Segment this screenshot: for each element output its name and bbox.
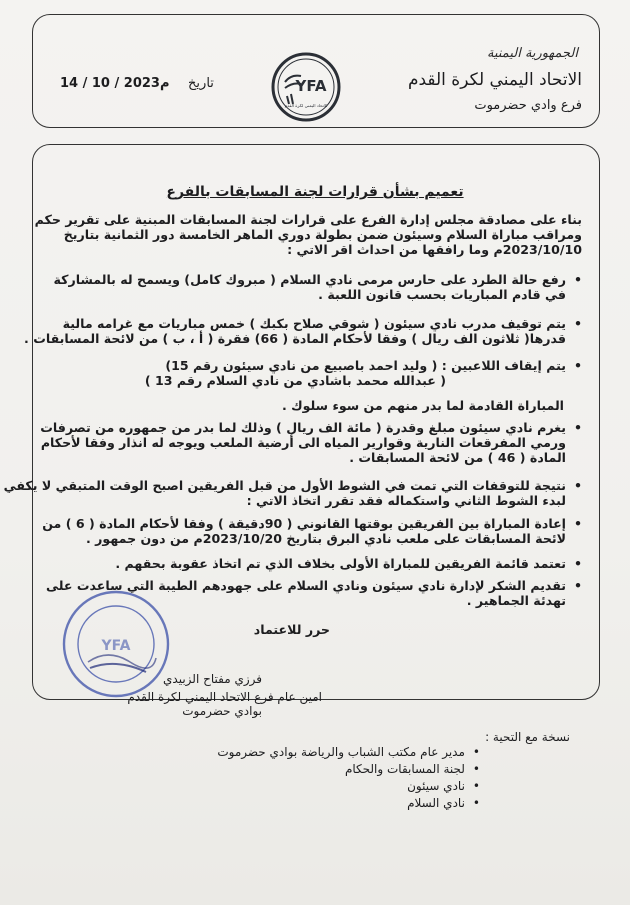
player-line: ( عبدالله محمد باشادي من نادي السلام رقم 13 )	[144, 373, 446, 388]
decision-line: نتيجة للتوقفات التي تمت في الشوط الأول من قبل الفريقين اصبح الوقت المتبقي لا يكفي	[3, 478, 566, 493]
republic-script: الجمهورية اليمنية	[486, 46, 578, 61]
signer-name: فرزي مفتاح الزبيدي	[163, 672, 262, 686]
decision-item: • نتيجة للتوقفات التي تمت في الشوط الأول من قبل الفريقين اصبح الوقت المتبقي لا يكفي لبدء الشوط الثاني واستكماله فقد تقرر اتخاذ الاتي :	[3, 478, 582, 508]
decision-item: • رفع حالة الطرد على حارس مرمى نادي السلام ( مبروك كامل) ويسمح له بالمشاركة في قادم المباريات بحسب قانون اللعبة .	[42, 272, 582, 302]
copy-recipient: • لجنة المسابقات والحكام	[217, 761, 480, 778]
signer-location: بوادي حضرموت	[182, 704, 262, 718]
date-line	[60, 76, 214, 91]
decision-line: يتم إيقاف اللاعبين : ( وليد احمد باصبيع من نادي سيئون رقم 15)	[165, 358, 566, 373]
intro-line: بناء على مصادقة مجلس إدارة الفرع على قرارات لجنة المسابقات المبنية على تقرير حكم	[34, 212, 582, 227]
decision-line: لبدء الشوط الثاني واستكماله فقد تقرر اتخاذ الاتي :	[246, 493, 566, 508]
player-note-line: المباراة القادمة لما بدر منهم من سوء سلوك .	[281, 398, 564, 413]
date-value: 14 / 10 / 2023م	[60, 76, 170, 91]
copy-recipient: • نادي السلام	[217, 795, 480, 812]
copy-recipient: • مدير عام مكتب الشباب والرياضة بوادي حضرموت	[217, 744, 480, 761]
signer-title: امين عام فرع الاتحاد اليمني لكرة القدم	[127, 690, 322, 704]
closing-text: حرر للاعتماد	[253, 622, 330, 637]
decision-line: إعادة المباراة بين الفريقين بوقتها القانوني ( 90دقيقة ) وفقا لأحكام المادة ( 6 ) من	[42, 516, 566, 531]
decision-line: المادة ( 46 ) من لائحة المسابقات .	[349, 450, 566, 465]
memo-intro	[34, 212, 582, 257]
decision-line: قدرها( ثلاثون الف ريال ) وفقا لأحكام المادة ( 66) فقرة ( أ ، ب ) من لائحة المسابقات .	[24, 331, 566, 346]
decision-line: ورمي المفرقعات النارية وقوارير المياه الى أرضية الملعب ويوجه له انذار وفقا لأحكام	[40, 435, 566, 450]
decision-line: تهدئة الجماهير .	[466, 593, 566, 608]
decision-line: يتم توقيف مدرب نادي سيئون ( شوقي صلاح بكبك ) خمس مباريات مع غرامه مالية	[62, 316, 566, 331]
decision-line: لائحة المسابقات على ملعب نادي البرق بتاريخ 2023/10/20م من دون جمهور .	[86, 531, 566, 546]
decision-item: • يغرم نادي سيئون مبلغ وقدرة ( مائة الف ريال ) وذلك لما بدر من جمهوره من تصرفات ورمي المفرقعات النارية وقوارير المياه الى أرضية الملعب ويوجه له انذار وفقا لأحكام المادة ( 46 ) من لائحة المسابقات .	[40, 420, 582, 465]
logo-text: YFA	[295, 77, 327, 95]
decision-line: تقديم الشكر لإدارة نادي سيئون ونادي السلام على جهودهم الطيبة التي ساعدت على	[46, 578, 566, 593]
memo-title: تعميم بشأن قرارات لجنة المسابقات بالفرع	[166, 184, 464, 200]
decision-item: • إعادة المباراة بين الفريقين بوقتها القانوني ( 90دقيقة ) وفقا لأحكام المادة ( 6 ) من لائحة المسابقات على ملعب نادي البرق بتاريخ 2023/10/20م من دون جمهور .	[42, 516, 582, 546]
decision-line: في قادم المباريات بحسب قانون اللعبة .	[318, 287, 566, 302]
decision-line: رفع حالة الطرد على حارس مرمى نادي السلام ( مبروك كامل) ويسمح له بالمشاركة	[53, 272, 566, 287]
yfa-logo	[271, 52, 341, 122]
intro-line: ومراقب مباراة السلام وسيئون ضمن بطولة دوري الماهر الخامسة دور الثمانية بتاريخ	[63, 227, 582, 242]
decision-item: • يتم إيقاف اللاعبين : ( وليد احمد باصبيع من نادي سيئون رقم 15) ( عبدالله محمد باشادي من نادي السلام رقم 13 )	[42, 358, 582, 388]
player-note	[42, 398, 582, 413]
copy-recipient: • نادي سيئون	[217, 778, 480, 795]
org-name: الاتحاد اليمني لكرة القدم	[407, 70, 582, 90]
decision-line: يغرم نادي سيئون مبلغ وقدرة ( مائة الف ريال ) وذلك لما بدر من جمهوره من تصرفات	[40, 420, 566, 435]
logo-caption: الاتحاد اليمني لكرة القدم	[284, 103, 328, 108]
intro-line: 2023/10/10م وما رافقها من احداث اقر الاتي :	[287, 242, 582, 257]
decision-line: تعتمد قائمة الفريقين للمباراة الأولى بخلاف الذي تم اتخاذ عقوبة بحقهم .	[115, 556, 566, 571]
svg-text:YFA: YFA	[101, 638, 131, 654]
branch-name: فرع وادي حضرموت	[474, 98, 582, 113]
copies-list	[217, 744, 480, 812]
decision-item: • تقديم الشكر لإدارة نادي سيئون ونادي السلام على جهودهم الطيبة التي ساعدت على تهدئة الجماهير .	[42, 578, 582, 608]
signature-block	[82, 672, 322, 718]
copies-title: نسخة مع التحية :	[485, 730, 570, 744]
date-label: تاريخ	[188, 76, 214, 91]
decision-item: • يتم توقيف مدرب نادي سيئون ( شوقي صلاح بكبك ) خمس مباريات مع غرامه مالية قدرها( ثلاثون الف ريال ) وفقا لأحكام المادة ( 66) فقرة ( أ ، ب ) من لائحة المسابقات .	[24, 316, 582, 346]
decision-item: • تعتمد قائمة الفريقين للمباراة الأولى بخلاف الذي تم اتخاذ عقوبة بحقهم .	[42, 556, 582, 571]
